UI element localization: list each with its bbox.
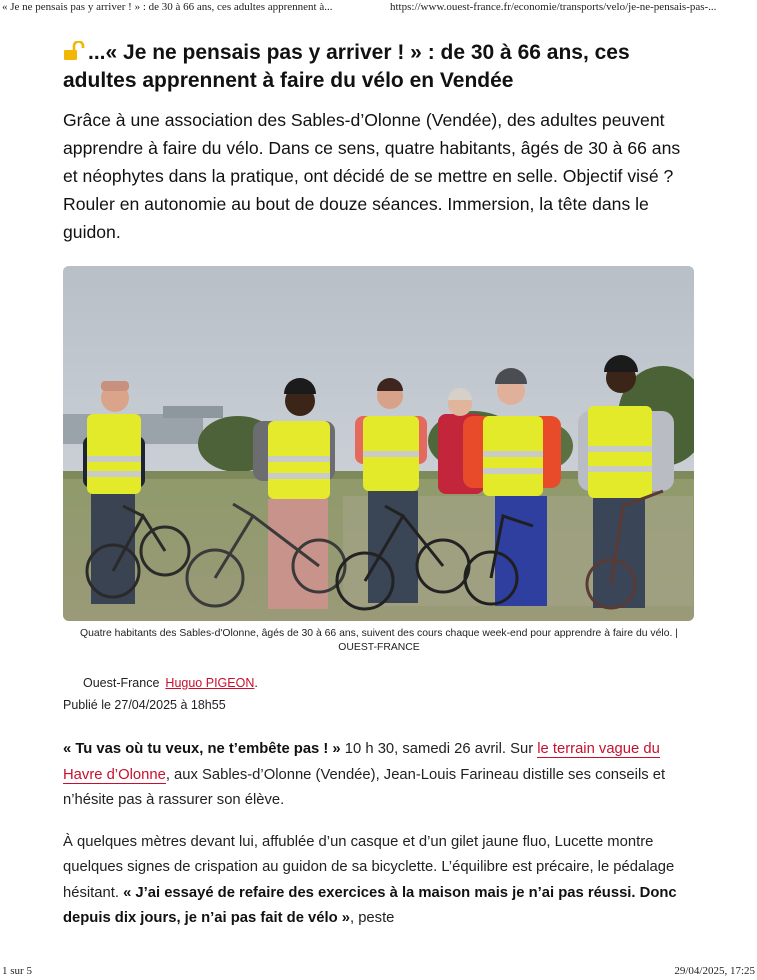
byline <box>63 675 695 691</box>
print-datetime: 29/04/2025, 17:25 <box>674 965 755 977</box>
byline-source: Ouest-France <box>83 676 160 690</box>
paragraph-1-text-a: 10 h 30, samedi 26 avril. Sur <box>340 741 538 757</box>
page-number: 1 sur 5 <box>2 965 32 977</box>
paragraph-2-text-b: , peste <box>349 910 395 926</box>
article-lead: Grâce à une association des Sables-d’Olonne (Vendée), des adultes peuvent apprendre à faire du vélo. Dans ce sens, quatre habitants, âgés de 30 à 66 ans et néophytes dans la pratique, ont décidé de se mettre en selle. Objectif visé ? Rouler en autonomie au bout de douze séances. Immersion, la tête dans le guidon. <box>63 110 681 242</box>
byline-period: . <box>254 676 258 690</box>
paragraph-1 <box>63 737 695 814</box>
headline-text: ...« Je ne pensais pas y arriver ! » : de 30 à 66 ans, ces adultes apprennent à faire du vélo en Vendée <box>63 41 630 92</box>
paragraph-1-quote: « Tu vas où tu veux, ne t’embête pas ! » <box>63 741 341 757</box>
print-header <box>0 0 757 16</box>
article-photo <box>63 266 694 621</box>
article-headline <box>63 40 695 94</box>
unlocked-padlock-icon <box>63 41 85 68</box>
article-body <box>63 737 695 932</box>
paragraph-1-text-b: , aux Sables-d’Olonne (Vendée), Jean-Louis Farineau distille ses conseils et n’hésite pas à rassurer son élève. <box>63 766 666 808</box>
terrain-vague-link[interactable]: le terrain vague du Havre d’Olonne <box>63 741 660 783</box>
photo-caption: Quatre habitants des Sables-d'Olonne, âgés de 30 à 66 ans, suivent des cours chaque week-end pour apprendre à faire du vélo. | OUEST-FRANCE <box>80 628 678 653</box>
article <box>63 40 695 948</box>
publication-date: Publié le 27/04/2025 à 18h55 <box>63 698 226 712</box>
print-header-title: « Je ne pensais pas y arriver ! » : de 30 à 66 ans, ces adultes apprennent à... <box>2 1 333 13</box>
print-header-url[interactable]: https://www.ouest-france.fr/economie/transports/velo/je-ne-pensais-pas-... <box>390 1 717 13</box>
paragraph-2-text: À quelques mètres devant lui, affublée d’un casque et d’un gilet jaune fluo, Lucette montre quelques signes de crispation au guidon de sa bicyclette. L’équilibre est précaire, le pédalage hésitant. <box>63 833 675 901</box>
paragraph-2-quote: « J’ai essayé de refaire des exercices à la maison mais je n’ai pas réussi. Donc depuis dix jours, je n’ai pas fait de vélo » <box>63 884 677 926</box>
byline-author-link[interactable]: Huguo PIGEON <box>165 676 255 690</box>
print-footer <box>0 964 757 980</box>
paragraph-2 <box>63 830 695 932</box>
